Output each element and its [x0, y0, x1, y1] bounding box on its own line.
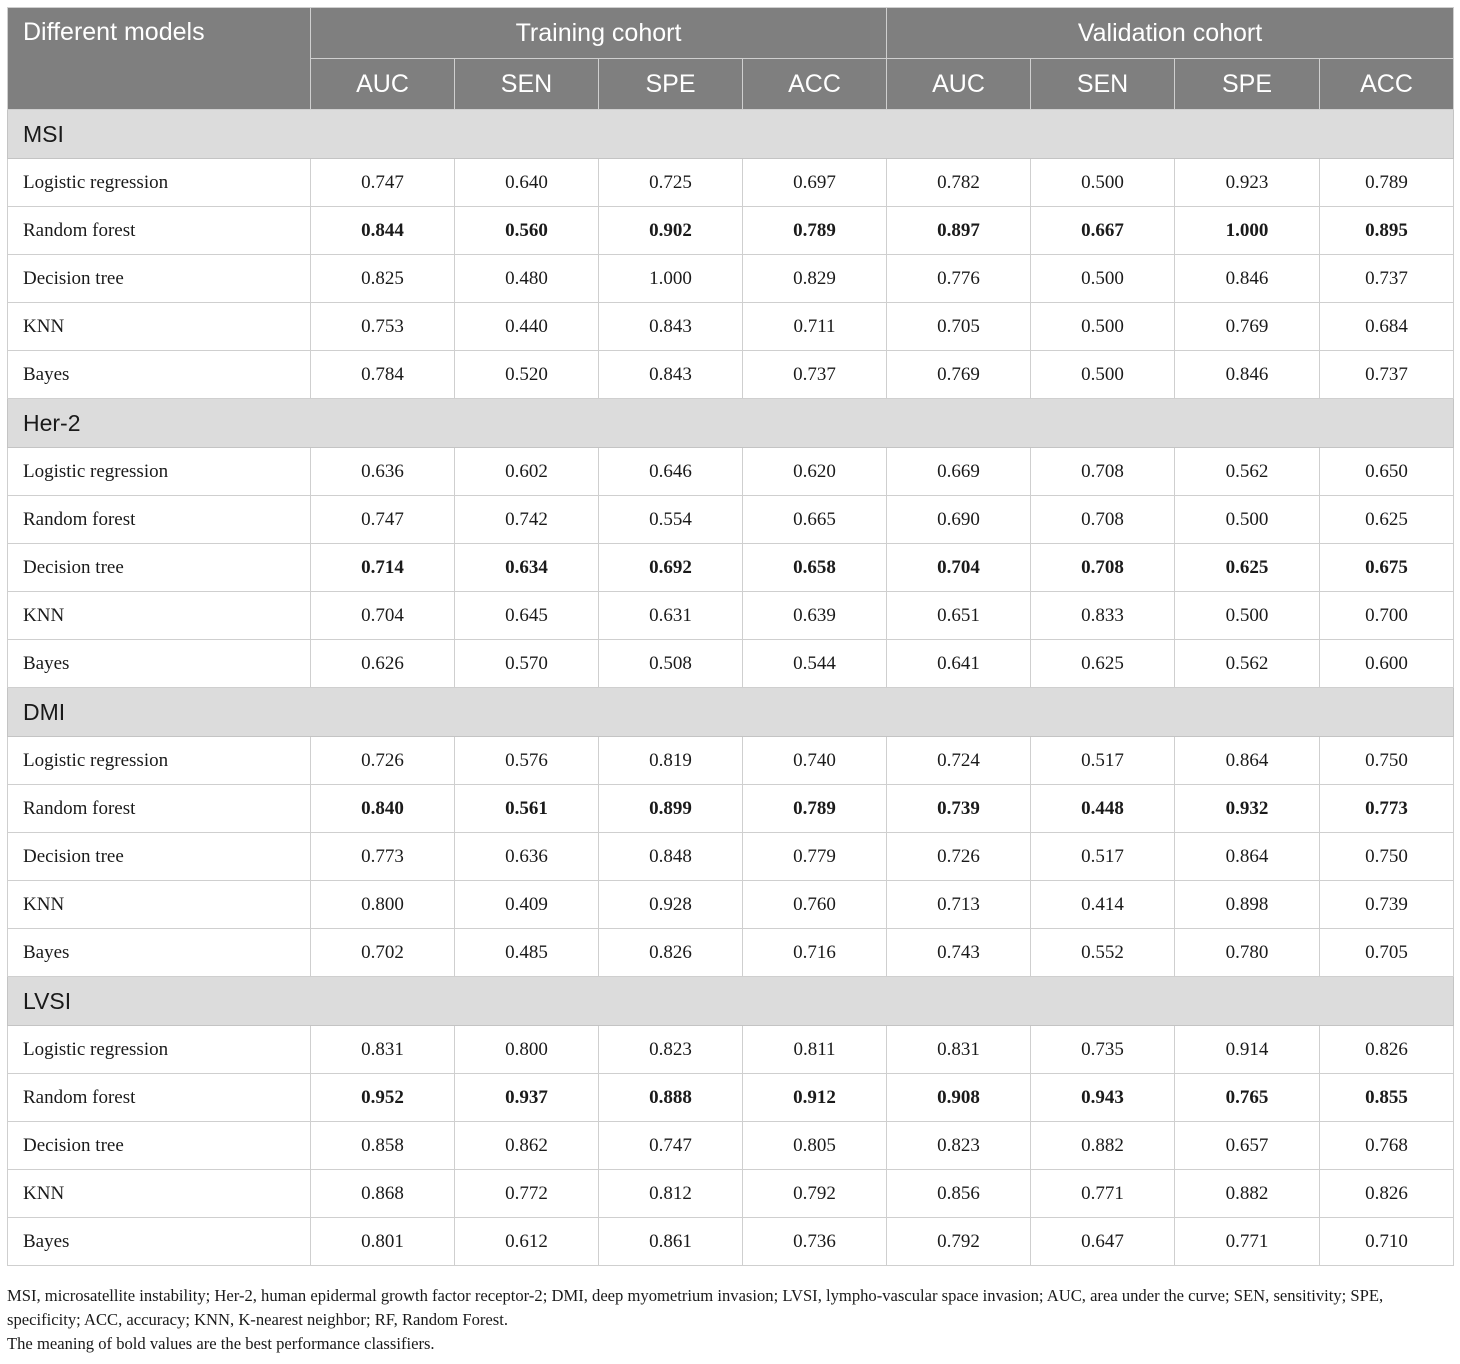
model-name-cell: Bayes [8, 351, 311, 399]
metric-value-cell: 0.771 [1031, 1170, 1175, 1218]
metric-value-cell: 0.704 [887, 544, 1031, 592]
table-row [8, 1218, 1454, 1266]
table-row [8, 640, 1454, 688]
section-row [8, 110, 1454, 159]
metric-value-cell: 0.914 [1175, 1026, 1320, 1074]
metric-value-cell: 0.500 [1175, 496, 1320, 544]
model-name-cell: KNN [8, 1170, 311, 1218]
model-name-cell: Decision tree [8, 255, 311, 303]
metric-value-cell: 0.825 [311, 255, 455, 303]
metric-value-cell: 0.500 [1031, 159, 1175, 207]
metric-value-cell: 0.760 [743, 881, 887, 929]
model-name-cell: Decision tree [8, 544, 311, 592]
metric-value-cell: 0.912 [743, 1074, 887, 1122]
table-row [8, 929, 1454, 977]
footnote-abbreviations: MSI, microsatellite instability; Her-2, human epidermal growth factor receptor-2; DMI, deep myometrium invasion; LVSI, lympho-vascular space invasion; AUC, area under the curve; SEN, sensitivity; SPE, specificity; ACC, accuracy; KNN, K-nearest neighbor; RF, Random Forest. [7, 1286, 1384, 1329]
metric-value-cell: 0.520 [455, 351, 599, 399]
section-label: DMI [8, 688, 1454, 737]
metric-value-cell: 0.848 [599, 833, 743, 881]
metric-value-cell: 0.500 [1175, 592, 1320, 640]
metric-value-cell: 0.765 [1175, 1074, 1320, 1122]
model-performance-table [7, 7, 1454, 1266]
metric-value-cell: 0.562 [1175, 448, 1320, 496]
metric-value-cell: 0.829 [743, 255, 887, 303]
metric-value-cell: 0.742 [455, 496, 599, 544]
metric-value-cell: 0.600 [1320, 640, 1454, 688]
table-row [8, 592, 1454, 640]
metric-value-cell: 0.544 [743, 640, 887, 688]
header-metric: SPE [599, 59, 743, 110]
metric-value-cell: 0.700 [1320, 592, 1454, 640]
metric-value-cell: 0.952 [311, 1074, 455, 1122]
header-metric: SEN [455, 59, 599, 110]
table-row [8, 785, 1454, 833]
table-row [8, 496, 1454, 544]
metric-value-cell: 0.702 [311, 929, 455, 977]
metric-value-cell: 0.692 [599, 544, 743, 592]
metric-value-cell: 0.862 [455, 1122, 599, 1170]
metric-value-cell: 0.861 [599, 1218, 743, 1266]
metric-value-cell: 0.552 [1031, 929, 1175, 977]
metric-value-cell: 0.737 [1320, 255, 1454, 303]
metric-value-cell: 0.725 [599, 159, 743, 207]
header-metric: AUC [311, 59, 455, 110]
metric-value-cell: 0.705 [1320, 929, 1454, 977]
metric-value-cell: 0.669 [887, 448, 1031, 496]
table-row [8, 737, 1454, 785]
metric-value-cell: 0.562 [1175, 640, 1320, 688]
metric-value-cell: 0.448 [1031, 785, 1175, 833]
metric-value-cell: 0.800 [455, 1026, 599, 1074]
metric-value-cell: 0.882 [1031, 1122, 1175, 1170]
metric-value-cell: 0.485 [455, 929, 599, 977]
metric-value-cell: 0.844 [311, 207, 455, 255]
metric-value-cell: 0.792 [887, 1218, 1031, 1266]
model-name-cell: Logistic regression [8, 448, 311, 496]
table-row [8, 159, 1454, 207]
metric-value-cell: 0.750 [1320, 737, 1454, 785]
metric-value-cell: 0.708 [1031, 496, 1175, 544]
metric-value-cell: 0.651 [887, 592, 1031, 640]
metric-value-cell: 0.784 [311, 351, 455, 399]
metric-value-cell: 0.811 [743, 1026, 887, 1074]
metric-value-cell: 0.864 [1175, 833, 1320, 881]
metric-value-cell: 0.773 [1320, 785, 1454, 833]
metric-value-cell: 0.554 [599, 496, 743, 544]
metric-value-cell: 0.646 [599, 448, 743, 496]
metric-value-cell: 0.908 [887, 1074, 1031, 1122]
metric-value-cell: 0.710 [1320, 1218, 1454, 1266]
model-name-cell: Random forest [8, 496, 311, 544]
metric-value-cell: 0.789 [743, 785, 887, 833]
metric-value-cell: 0.846 [1175, 351, 1320, 399]
metric-value-cell: 0.743 [887, 929, 1031, 977]
metric-value-cell: 0.631 [599, 592, 743, 640]
metric-value-cell: 0.769 [1175, 303, 1320, 351]
model-name-cell: KNN [8, 303, 311, 351]
model-name-cell: KNN [8, 881, 311, 929]
metric-value-cell: 0.899 [599, 785, 743, 833]
metric-value-cell: 0.823 [887, 1122, 1031, 1170]
metric-value-cell: 0.897 [887, 207, 1031, 255]
metric-value-cell: 0.708 [1031, 448, 1175, 496]
metric-value-cell: 0.500 [1031, 303, 1175, 351]
model-name-cell: Decision tree [8, 1122, 311, 1170]
metric-value-cell: 0.708 [1031, 544, 1175, 592]
metric-value-cell: 0.735 [1031, 1026, 1175, 1074]
metric-value-cell: 0.779 [743, 833, 887, 881]
metric-value-cell: 0.855 [1320, 1074, 1454, 1122]
metric-value-cell: 0.843 [599, 303, 743, 351]
section-row [8, 399, 1454, 448]
table-row [8, 1074, 1454, 1122]
metric-value-cell: 0.895 [1320, 207, 1454, 255]
table-row [8, 833, 1454, 881]
metric-value-cell: 0.713 [887, 881, 1031, 929]
metric-value-cell: 0.602 [455, 448, 599, 496]
metric-value-cell: 0.620 [743, 448, 887, 496]
model-name-cell: Bayes [8, 929, 311, 977]
metric-value-cell: 0.898 [1175, 881, 1320, 929]
section-row [8, 977, 1454, 1026]
metric-value-cell: 0.805 [743, 1122, 887, 1170]
footnote-bold-note: The meaning of bold values are the best performance classifiers. [7, 1334, 435, 1353]
metric-value-cell: 0.690 [887, 496, 1031, 544]
metric-value-cell: 0.800 [311, 881, 455, 929]
metric-value-cell: 0.801 [311, 1218, 455, 1266]
metric-value-cell: 0.826 [1320, 1026, 1454, 1074]
section-row [8, 688, 1454, 737]
table-row [8, 1170, 1454, 1218]
metric-value-cell: 0.726 [887, 833, 1031, 881]
header-group-row [8, 8, 1454, 59]
header-row-label: Different models [8, 8, 311, 110]
model-name-cell: Decision tree [8, 833, 311, 881]
header-group-training: Training cohort [311, 8, 887, 59]
header-metric: SPE [1175, 59, 1320, 110]
header-metric: AUC [887, 59, 1031, 110]
metric-value-cell: 0.508 [599, 640, 743, 688]
model-name-cell: Bayes [8, 1218, 311, 1266]
metric-value-cell: 0.570 [455, 640, 599, 688]
metric-value-cell: 0.768 [1320, 1122, 1454, 1170]
table-row [8, 881, 1454, 929]
metric-value-cell: 0.625 [1175, 544, 1320, 592]
metric-value-cell: 0.843 [599, 351, 743, 399]
metric-value-cell: 0.576 [455, 737, 599, 785]
metric-value-cell: 0.561 [455, 785, 599, 833]
metric-value-cell: 0.657 [1175, 1122, 1320, 1170]
metric-value-cell: 0.625 [1031, 640, 1175, 688]
metric-value-cell: 0.937 [455, 1074, 599, 1122]
metric-value-cell: 0.440 [455, 303, 599, 351]
table-row [8, 544, 1454, 592]
metric-value-cell: 0.714 [311, 544, 455, 592]
metric-value-cell: 0.856 [887, 1170, 1031, 1218]
metric-value-cell: 0.923 [1175, 159, 1320, 207]
metric-value-cell: 0.789 [1320, 159, 1454, 207]
metric-value-cell: 0.667 [1031, 207, 1175, 255]
metric-value-cell: 0.650 [1320, 448, 1454, 496]
metric-value-cell: 0.902 [599, 207, 743, 255]
metric-value-cell: 0.626 [311, 640, 455, 688]
metric-value-cell: 0.771 [1175, 1218, 1320, 1266]
metric-value-cell: 0.780 [1175, 929, 1320, 977]
table-body [8, 110, 1454, 1266]
metric-value-cell: 0.747 [599, 1122, 743, 1170]
header-metric: ACC [743, 59, 887, 110]
metric-value-cell: 0.636 [311, 448, 455, 496]
metric-value-cell: 0.675 [1320, 544, 1454, 592]
table-row [8, 207, 1454, 255]
metric-value-cell: 0.697 [743, 159, 887, 207]
model-name-cell: Logistic regression [8, 1026, 311, 1074]
metric-value-cell: 0.711 [743, 303, 887, 351]
metric-value-cell: 0.858 [311, 1122, 455, 1170]
metric-value-cell: 0.739 [1320, 881, 1454, 929]
metric-value-cell: 0.792 [743, 1170, 887, 1218]
table-row [8, 448, 1454, 496]
metric-value-cell: 0.724 [887, 737, 1031, 785]
metric-value-cell: 0.846 [1175, 255, 1320, 303]
metric-value-cell: 0.737 [1320, 351, 1454, 399]
metric-value-cell: 0.819 [599, 737, 743, 785]
model-name-cell: Logistic regression [8, 159, 311, 207]
metric-value-cell: 0.943 [1031, 1074, 1175, 1122]
section-label: MSI [8, 110, 1454, 159]
metric-value-cell: 0.665 [743, 496, 887, 544]
table-row [8, 1122, 1454, 1170]
model-name-cell: Logistic regression [8, 737, 311, 785]
header-metric: SEN [1031, 59, 1175, 110]
model-name-cell: Bayes [8, 640, 311, 688]
metric-value-cell: 0.716 [743, 929, 887, 977]
metric-value-cell: 0.840 [311, 785, 455, 833]
metric-value-cell: 0.658 [743, 544, 887, 592]
metric-value-cell: 0.823 [599, 1026, 743, 1074]
metric-value-cell: 0.641 [887, 640, 1031, 688]
metric-value-cell: 0.517 [1031, 833, 1175, 881]
metric-value-cell: 0.932 [1175, 785, 1320, 833]
model-name-cell: Random forest [8, 785, 311, 833]
section-label: LVSI [8, 977, 1454, 1026]
model-name-cell: KNN [8, 592, 311, 640]
metric-value-cell: 0.750 [1320, 833, 1454, 881]
metric-value-cell: 0.864 [1175, 737, 1320, 785]
table-row [8, 303, 1454, 351]
metric-value-cell: 0.882 [1175, 1170, 1320, 1218]
metric-value-cell: 0.612 [455, 1218, 599, 1266]
metric-value-cell: 1.000 [599, 255, 743, 303]
header-group-validation: Validation cohort [887, 8, 1454, 59]
metric-value-cell: 1.000 [1175, 207, 1320, 255]
table-row [8, 1026, 1454, 1074]
metric-value-cell: 0.928 [599, 881, 743, 929]
metric-value-cell: 0.826 [599, 929, 743, 977]
metric-value-cell: 0.645 [455, 592, 599, 640]
table-row [8, 255, 1454, 303]
metric-value-cell: 0.736 [743, 1218, 887, 1266]
metric-value-cell: 0.868 [311, 1170, 455, 1218]
metric-value-cell: 0.517 [1031, 737, 1175, 785]
metric-value-cell: 0.888 [599, 1074, 743, 1122]
metric-value-cell: 0.753 [311, 303, 455, 351]
metric-value-cell: 0.773 [311, 833, 455, 881]
section-label: Her-2 [8, 399, 1454, 448]
metric-value-cell: 0.737 [743, 351, 887, 399]
model-name-cell: Random forest [8, 1074, 311, 1122]
metric-value-cell: 0.625 [1320, 496, 1454, 544]
metric-value-cell: 0.684 [1320, 303, 1454, 351]
metric-value-cell: 0.776 [887, 255, 1031, 303]
metric-value-cell: 0.833 [1031, 592, 1175, 640]
performance-table-container [7, 7, 1453, 1266]
metric-value-cell: 0.747 [311, 159, 455, 207]
header-metric: ACC [1320, 59, 1454, 110]
metric-value-cell: 0.747 [311, 496, 455, 544]
metric-value-cell: 0.726 [311, 737, 455, 785]
metric-value-cell: 0.739 [887, 785, 1031, 833]
metric-value-cell: 0.636 [455, 833, 599, 881]
metric-value-cell: 0.704 [311, 592, 455, 640]
metric-value-cell: 0.740 [743, 737, 887, 785]
metric-value-cell: 0.409 [455, 881, 599, 929]
metric-value-cell: 0.812 [599, 1170, 743, 1218]
metric-value-cell: 0.480 [455, 255, 599, 303]
table-footnotes [7, 1284, 1453, 1356]
metric-value-cell: 0.634 [455, 544, 599, 592]
metric-value-cell: 0.647 [1031, 1218, 1175, 1266]
metric-value-cell: 0.782 [887, 159, 1031, 207]
metric-value-cell: 0.772 [455, 1170, 599, 1218]
metric-value-cell: 0.789 [743, 207, 887, 255]
metric-value-cell: 0.826 [1320, 1170, 1454, 1218]
metric-value-cell: 0.500 [1031, 255, 1175, 303]
table-row [8, 351, 1454, 399]
metric-value-cell: 0.414 [1031, 881, 1175, 929]
model-name-cell: Random forest [8, 207, 311, 255]
metric-value-cell: 0.500 [1031, 351, 1175, 399]
metric-value-cell: 0.640 [455, 159, 599, 207]
metric-value-cell: 0.705 [887, 303, 1031, 351]
metric-value-cell: 0.639 [743, 592, 887, 640]
metric-value-cell: 0.831 [311, 1026, 455, 1074]
metric-value-cell: 0.769 [887, 351, 1031, 399]
metric-value-cell: 0.560 [455, 207, 599, 255]
metric-value-cell: 0.831 [887, 1026, 1031, 1074]
